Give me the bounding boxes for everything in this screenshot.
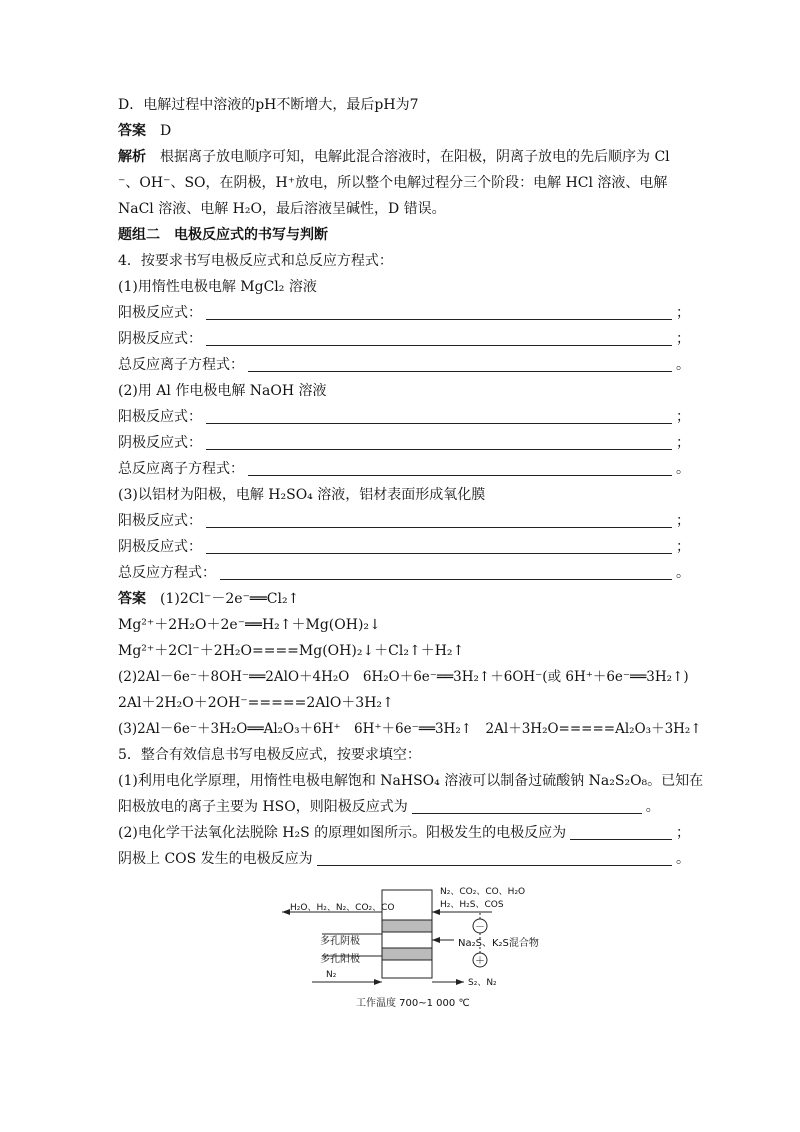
answer-blank[interactable] (206, 318, 672, 320)
row-end: 。 (676, 565, 690, 581)
q5-part2-text: (2)电化学干法氧化法脱除 H₂S 的原理如图所示。阳极发生的电极反应为 (118, 825, 567, 841)
q4-part1-title: (1)用惰性电极电解 MgCl₂ 溶液 (118, 279, 317, 295)
q5-stem: 5．整合有效信息书写电极反应式，按要求填空： (118, 747, 421, 763)
n2-inlet-label: N₂ (326, 970, 337, 980)
answer-eq: (1)2Cl⁻－2e⁻══Cl₂↑ (160, 591, 300, 607)
q4-answer-line-4: (2)2Al－6e⁻＋8OH⁻══2AlO＋4H₂O 6H₂O＋6e⁻══3H₂↑＋6OH⁻(或 6H⁺＋6e⁻══3H₂↑) (118, 669, 689, 685)
q4-answer-line-6: (3)2Al－6e⁻＋3H₂O══Al₂O₃＋6H⁺ 6H⁺＋6e⁻══3H₂↑ 2Al＋3H₂O=====Al₂O₃＋3H₂↑ (118, 721, 702, 737)
row-end: ； (676, 409, 690, 425)
q5-part1-line-1: (1)利用电化学原理，用惰性电极电解饱和 NaHSO₄ 溶液可以制备过硫酸钠 Na₂S₂O₈。已知在 (118, 773, 704, 789)
option-d: D．电解过程中溶液的pH不断增大，最后pH为7 (118, 97, 419, 113)
row-end: ； (676, 825, 690, 841)
cathode-label: 阴极反应式： (118, 331, 202, 347)
q5-part2-line-2 (118, 846, 688, 872)
answer-blank[interactable] (206, 422, 672, 424)
document-page (118, 92, 704, 872)
row-end: ； (676, 539, 690, 555)
total-ionic-label: 总反应离子方程式： (118, 461, 244, 477)
q5-part1-text: 阳极放电的离子主要为 HSO，则阳极反应式为 (118, 799, 408, 815)
q4-p3-anode-row (118, 508, 688, 534)
row-end: 。 (676, 357, 690, 373)
inlet-gases-label-1: N₂、CO₂、CO、H₂O (440, 887, 526, 897)
answer-label: 答案 (118, 591, 146, 607)
q4-p2-total-row (118, 456, 688, 482)
q4-p3-total-row (118, 560, 688, 586)
answer-blank[interactable] (317, 864, 672, 866)
q5-part1-line-2 (118, 794, 688, 820)
q4-p2-cathode-row (118, 430, 688, 456)
answer-blank[interactable] (206, 526, 672, 528)
row-end: 。 (676, 851, 690, 867)
q4-answer-line-3: Mg²⁺＋2Cl⁻＋2H₂O====Mg(OH)₂↓＋Cl₂↑＋H₂↑ (118, 643, 465, 659)
row-end: ； (676, 513, 690, 529)
q3-analysis-line-2: ⁻、OH⁻、SO，在阴极，H⁺放电，所以整个电解过程分三个阶段：电解 HCl 溶液、电解 (118, 175, 668, 191)
s2-outlet-label: S₂、N₂ (468, 978, 497, 988)
q4-part2-title: (2)用 Al 作电极电解 NaOH 溶液 (118, 383, 327, 399)
q4-p2-anode-row (118, 404, 688, 430)
answer-blank[interactable] (412, 812, 642, 814)
row-end: 。 (645, 799, 660, 815)
q4-answer-line-2: Mg²⁺＋2H₂O＋2e⁻══H₂↑＋Mg(OH)₂↓ (118, 617, 381, 633)
q4-p3-cathode-row (118, 534, 688, 560)
q5-part2-text-2: 阴极上 COS 发生的电极反应为 (118, 851, 313, 867)
answer-label: 答案 (118, 123, 146, 139)
temperature-label: 工作温度 700~1 000 ℃ (356, 998, 470, 1009)
outlet-gases-label: H₂O、H₂、N₂、CO₂、CO (290, 903, 395, 913)
analysis-label: 解析 (118, 149, 146, 165)
answer-blank[interactable] (206, 552, 672, 554)
answer-value: D (160, 123, 172, 139)
q3-analysis-line-1 (118, 144, 688, 170)
minus-terminal-icon: － (475, 922, 485, 933)
electrolysis-diagram (282, 884, 542, 1014)
q4-answer-line-5: 2Al＋2H₂O＋2OH⁻=====2AlO＋3H₂↑ (118, 695, 394, 711)
total-ionic-label: 总反应离子方程式： (118, 357, 244, 373)
analysis-text-1: 根据离子放电顺序可知，电解此混合溶液时，在阳极，阴离子放电的先后顺序为 Cl (160, 149, 670, 165)
inlet-gases-label-2: H₂、H₂S、COS (440, 900, 504, 910)
anode-label: 阳极反应式： (118, 305, 202, 321)
q4-answer-line-1 (118, 586, 688, 612)
answer-blank[interactable] (206, 448, 672, 450)
row-end: ； (676, 305, 690, 321)
anode-label: 阳极反应式： (118, 409, 202, 425)
group-title: 题组二 电极反应式的书写与判断 (118, 227, 328, 243)
plus-terminal-icon: ＋ (475, 956, 485, 967)
electrolyte-label: Na₂S、K₂S混合物 (458, 938, 539, 949)
q4-p1-cathode-row (118, 326, 688, 352)
answer-blank[interactable] (220, 578, 672, 580)
q4-p1-total-row (118, 352, 688, 378)
q4-part3-title: (3)以铝材为阳极，电解 H₂SO₄ 溶液，铝材表面形成氧化膜 (118, 487, 486, 503)
answer-blank[interactable] (206, 344, 672, 346)
q4-p1-anode-row (118, 300, 688, 326)
total-label: 总反应方程式： (118, 565, 216, 581)
q5-part2-line-1 (118, 820, 688, 846)
answer-blank[interactable] (248, 370, 672, 372)
row-end: 。 (676, 461, 690, 477)
row-end: ； (676, 435, 690, 451)
anode-label: 阳极反应式： (118, 513, 202, 529)
q3-answer (118, 118, 688, 144)
answer-blank[interactable] (570, 838, 672, 840)
q3-analysis-line-3: NaCl 溶液、电解 H₂O，最后溶液呈碱性，D 错误。 (118, 201, 446, 217)
q4-stem: 4．按要求书写电极反应式和总反应方程式： (118, 253, 393, 269)
cathode-label: 多孔阴极 (320, 936, 360, 947)
cathode-label: 阴极反应式： (118, 435, 202, 451)
anode-label: 多孔阳极 (320, 954, 360, 965)
answer-blank[interactable] (248, 474, 672, 476)
row-end: ； (676, 331, 690, 347)
cathode-label: 阴极反应式： (118, 539, 202, 555)
